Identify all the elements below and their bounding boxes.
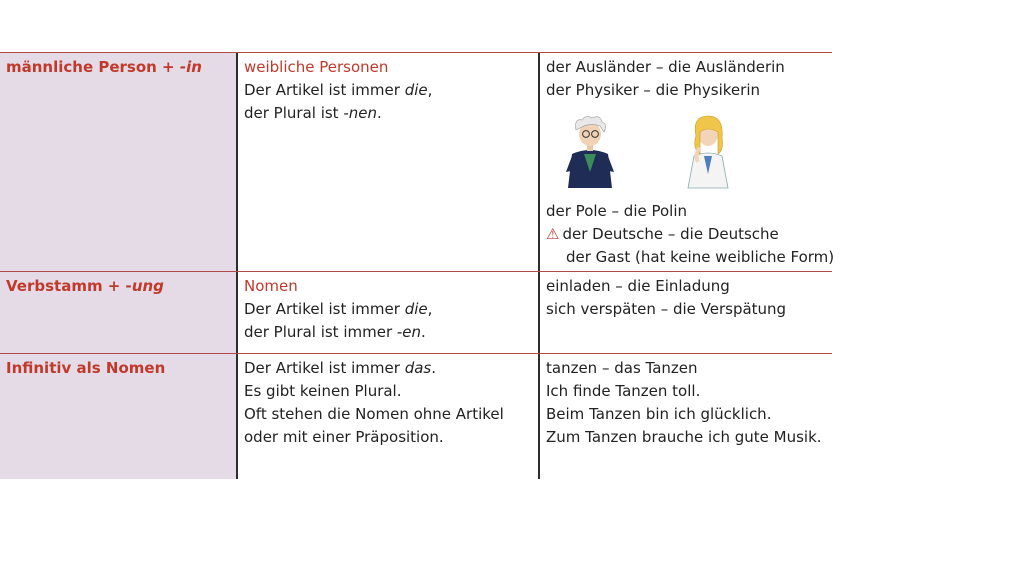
examples-cell-infinitive: [538, 353, 832, 479]
description-line: Der Artikel ist immer die,: [244, 300, 433, 318]
rule-heading: Infinitiv als Nomen: [6, 359, 166, 377]
row-divider: [0, 52, 832, 53]
example-line: der Pole – die Polin: [546, 202, 688, 220]
description-line: der Plural ist -nen.: [244, 104, 382, 122]
grammar-table: [0, 52, 835, 479]
description-cell-infinitive: [236, 353, 538, 479]
rule-cell-verb-stem: [0, 271, 236, 353]
illustrations: [546, 110, 826, 196]
category-heading: weibliche Personen: [244, 58, 389, 76]
examples-cell-female-persons: [538, 52, 835, 271]
rule-heading: Verbstamm + -ung: [6, 277, 164, 295]
description-line: Oft stehen die Nomen ohne Artikel: [244, 405, 504, 423]
category-heading: Nomen: [244, 277, 298, 295]
rule-cell-female-persons: [0, 52, 236, 271]
example-line: sich verspäten – die Verspätung: [546, 300, 787, 318]
description-cell-female-persons: [236, 52, 538, 271]
example-line: Zum Tanzen brauche ich gute Musik.: [546, 428, 822, 446]
example-line: der Ausländer – die Ausländerin: [546, 58, 785, 76]
example-line: ⚠ der Deutsche – die Deutsche: [546, 225, 779, 243]
example-line: Beim Tanzen bin ich glücklich.: [546, 405, 772, 423]
example-line: einladen – die Einladung: [546, 277, 730, 295]
male-scientist-illustration: [560, 110, 620, 190]
rule-heading: männliche Person + -in: [6, 58, 202, 76]
row-divider: [0, 271, 832, 272]
description-line: Der Artikel ist immer das.: [244, 359, 437, 377]
description-line: Es gibt keinen Plural.: [244, 382, 402, 400]
description-cell-verb-stem: [236, 271, 538, 353]
description-line: Der Artikel ist immer die,: [244, 81, 433, 99]
example-line: der Physiker – die Physikerin: [546, 81, 760, 99]
example-line: der Gast (hat keine weibliche Form): [566, 248, 835, 266]
description-line: oder mit einer Präposition.: [244, 428, 444, 446]
description-line: der Plural ist immer -en.: [244, 323, 426, 341]
examples-cell-verb-stem: [538, 271, 832, 353]
row-divider: [0, 353, 832, 354]
warning-triangle-icon: ⚠: [546, 225, 560, 243]
example-line: tanzen – das Tanzen: [546, 359, 698, 377]
example-line: Ich finde Tanzen toll.: [546, 382, 701, 400]
female-scientist-illustration: [678, 110, 738, 190]
rule-cell-infinitive: [0, 353, 236, 479]
